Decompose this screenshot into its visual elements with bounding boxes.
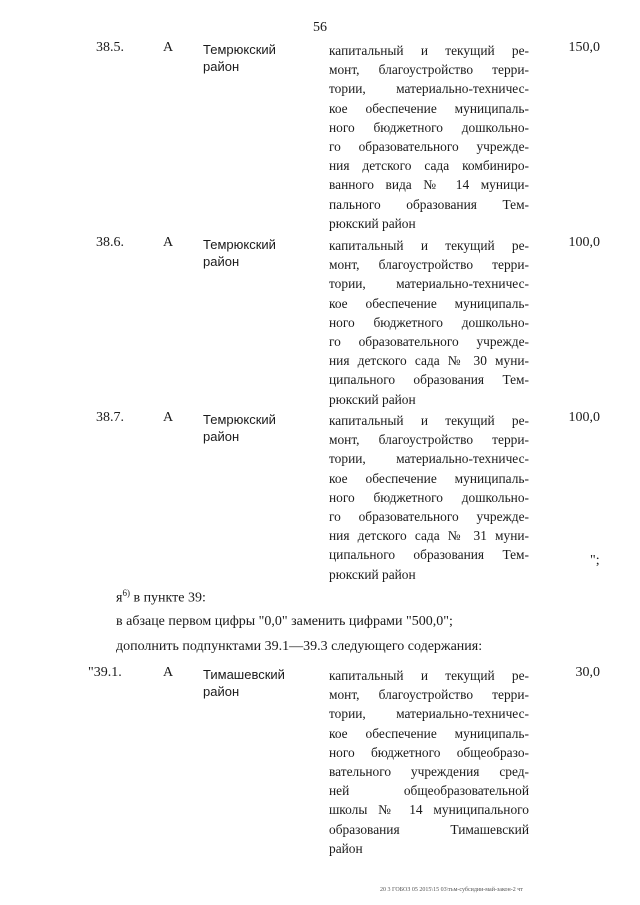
description-line: ного бюджетного общеобразо-: [329, 744, 529, 760]
district-line: Темрюкский: [203, 412, 276, 427]
row-category: А: [163, 665, 174, 680]
description-line: ния детского сада № 30 муни-: [329, 353, 529, 369]
description-line: ципального образования Тем-: [329, 372, 529, 388]
description-line: монт, благоустройство терри-: [329, 687, 529, 703]
description-line: образования Тимашевский: [329, 821, 529, 837]
footer-file-path: 20 3 ГОБОЗ 05 2015\15 03\тьм-субсидии-май-закон-2 чт: [380, 887, 523, 893]
description-line: монт, благоустройство терри-: [329, 257, 529, 273]
closing-quote: ";: [590, 553, 600, 568]
row-amount: 100,0: [568, 410, 600, 425]
description-line: ципального образования Тем-: [329, 547, 529, 563]
description-line: тории, материально-техничес-: [329, 276, 529, 292]
description-line: тории, материально-техничес-: [329, 81, 529, 97]
footnote-marker: 6): [122, 588, 130, 598]
page-number: 56: [313, 20, 327, 35]
row-district: [203, 666, 303, 700]
row-district: [203, 411, 303, 445]
district-line: район: [203, 254, 240, 269]
description-line: капитальный и текущий ре-: [329, 43, 529, 58]
row-description: [329, 41, 529, 233]
description-line: тории, материально-техничес-: [329, 706, 529, 722]
description-line: монт, благоустройство терри-: [329, 62, 529, 78]
description-line: ния детского сада № 31 муни-: [329, 528, 529, 544]
row-district: [203, 41, 303, 75]
row-number: "39.1.: [88, 665, 122, 680]
description-line: рюкский район: [329, 391, 416, 407]
row-description: [329, 411, 529, 584]
description-line: го образовательного учрежде-: [329, 334, 529, 350]
description-line: ванного вида № 14 муници-: [329, 177, 529, 193]
district-line: район: [203, 684, 240, 699]
description-line: монт, благоустройство терри-: [329, 432, 529, 448]
row-district: [203, 236, 303, 270]
paragraph-text: в пункте 39:: [129, 590, 206, 606]
district-line: Темрюкский: [203, 42, 276, 57]
row-amount: 30,0: [575, 665, 600, 680]
description-line: школы № 14 муниципального: [329, 802, 529, 818]
description-line: ния детского сада комбиниро-: [329, 158, 529, 174]
description-line: ного бюджетного дошкольно-: [329, 314, 529, 330]
row-amount: 150,0: [568, 40, 600, 55]
description-line: го образовательного учрежде-: [329, 139, 529, 155]
description-line: район: [329, 840, 363, 856]
description-line: го образовательного учрежде-: [329, 509, 529, 525]
description-line: ней общеобразовательной: [329, 783, 529, 799]
district-line: район: [203, 429, 240, 444]
description-line: пального образования Тем-: [329, 196, 529, 212]
row-number: 38.5.: [96, 40, 124, 55]
description-line: рюкский район: [329, 215, 416, 231]
description-line: капитальный и текущий ре-: [329, 238, 529, 253]
row-category: А: [163, 410, 174, 425]
paragraph-prefix: я: [116, 590, 123, 606]
paragraph-item: в абзаце первом цифры "0,0" заменить цифрами "500,0";: [116, 614, 453, 629]
row-number: 38.6.: [96, 235, 124, 250]
description-line: ного бюджетного дошкольно-: [329, 489, 529, 505]
description-line: кое обеспечение муниципаль-: [329, 470, 529, 486]
description-line: капитальный и текущий ре-: [329, 668, 529, 683]
description-line: капитальный и текущий ре-: [329, 413, 529, 428]
row-category: А: [163, 40, 174, 55]
description-line: ного бюджетного дошкольно-: [329, 119, 529, 135]
description-line: кое обеспечение муниципаль-: [329, 295, 529, 311]
description-line: рюкский район: [329, 566, 416, 582]
row-category: А: [163, 235, 174, 250]
description-line: кое обеспечение муниципаль-: [329, 100, 529, 116]
row-description: [329, 666, 529, 858]
description-line: тории, материально-техничес-: [329, 451, 529, 467]
paragraph-item: дополнить подпунктами 39.1—39.3 следующего содержания:: [116, 639, 483, 654]
description-line: вательного учреждения сред-: [329, 764, 529, 780]
row-amount: 100,0: [568, 235, 600, 250]
description-line: кое обеспечение муниципаль-: [329, 725, 529, 741]
row-number: 38.7.: [96, 410, 124, 425]
district-line: Тимашевский: [203, 667, 285, 682]
district-line: район: [203, 59, 240, 74]
district-line: Темрюкский: [203, 237, 276, 252]
row-description: [329, 236, 529, 409]
paragraph-item: [116, 588, 206, 607]
